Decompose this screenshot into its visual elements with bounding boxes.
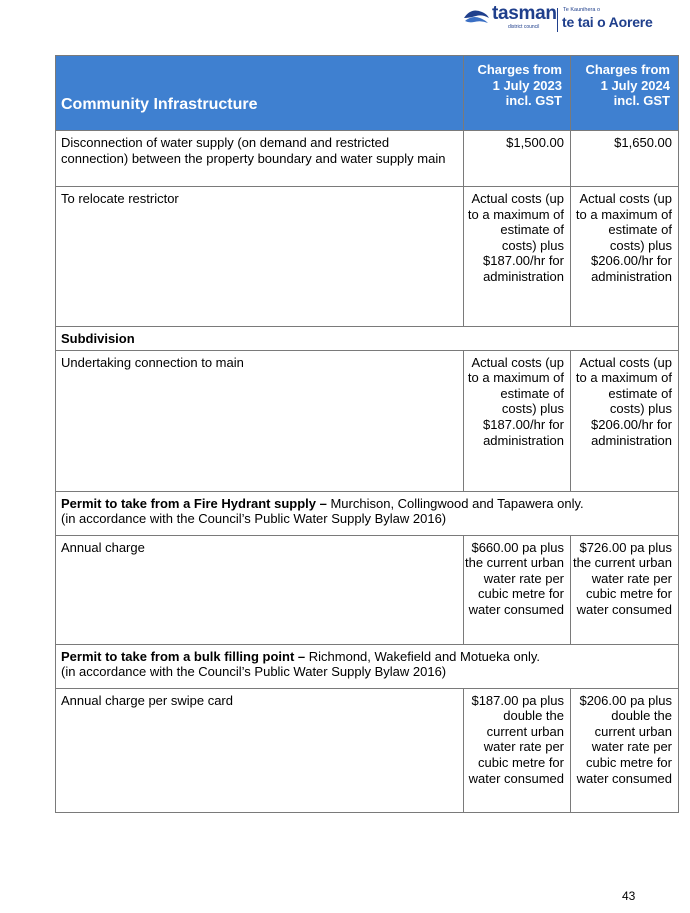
row-description: Disconnection of water supply (on demand and restricted connection) between the property boundary and water supply main bbox=[56, 131, 464, 187]
header-row bbox=[56, 56, 679, 131]
logo-maori-name: te tai o Aorere bbox=[562, 14, 653, 30]
table-row bbox=[56, 535, 679, 644]
row-description: Undertaking connection to main bbox=[56, 350, 464, 491]
header-charges-2024: Charges from 1 July 2024 incl. GST bbox=[571, 56, 679, 131]
logo-name: tasman bbox=[492, 3, 557, 24]
row-description: Annual charge per swipe card bbox=[56, 688, 464, 812]
section-row bbox=[56, 327, 679, 351]
section-note: (in accordance with the Council’s Public Water Supply Bylaw 2016) bbox=[61, 664, 447, 680]
section-heading bbox=[56, 491, 679, 535]
table-row bbox=[56, 350, 679, 491]
header-charges-2023: Charges from 1 July 2023 incl. GST bbox=[464, 56, 571, 131]
row-charge-2024: Actual costs (up to a maximum of estimate of costs) plus $206.00/hr for administration bbox=[571, 350, 679, 491]
row-charge-2023: $187.00 pa plus double the current urban water rate per cubic metre for water consumed bbox=[464, 688, 571, 812]
table-row bbox=[56, 131, 679, 187]
page-number: 43 bbox=[622, 889, 636, 903]
section-row bbox=[56, 491, 679, 535]
section-heading bbox=[56, 327, 679, 351]
table-row bbox=[56, 688, 679, 812]
table-title: Community Infrastructure bbox=[56, 56, 464, 131]
row-charge-2023: Actual costs (up to a maximum of estimate of costs) plus $187.00/hr for administration bbox=[464, 350, 571, 491]
row-charge-2024: $726.00 pa plus the current urban water rate per cubic metre for water consumed bbox=[571, 535, 679, 644]
row-charge-2024: $1,650.00 bbox=[571, 131, 679, 187]
section-note: (in accordance with the Council’s Public Water Supply Bylaw 2016) bbox=[61, 511, 447, 527]
row-charge-2024: $206.00 pa plus double the current urban water rate per cubic metre for water consumed bbox=[571, 688, 679, 812]
council-logo bbox=[462, 4, 662, 34]
section-row bbox=[56, 644, 679, 688]
section-subtitle: Richmond, Wakefield and Motueka only. bbox=[305, 648, 540, 664]
logo-subname: district council bbox=[508, 24, 540, 30]
row-description: Annual charge bbox=[56, 535, 464, 644]
section-heading bbox=[56, 644, 679, 688]
charges-table bbox=[55, 55, 679, 813]
section-subtitle: Murchison, Collingwood and Tapawera only. bbox=[326, 495, 584, 511]
logo-maori-small: Te Kaunihera o bbox=[563, 7, 600, 13]
section-title: Permit to take from a bulk filling point – bbox=[61, 648, 306, 664]
row-charge-2023: $1,500.00 bbox=[464, 131, 571, 187]
row-charge-2024: Actual costs (up to a maximum of estimate of costs) plus $206.00/hr for administration bbox=[571, 187, 679, 327]
section-title: Subdivision bbox=[61, 331, 135, 346]
row-charge-2023: $660.00 pa plus the current urban water rate per cubic metre for water consumed bbox=[464, 535, 571, 644]
row-description: To relocate restrictor bbox=[56, 187, 464, 327]
waves-icon bbox=[462, 6, 490, 28]
table-row bbox=[56, 187, 679, 327]
section-title: Permit to take from a Fire Hydrant supply – bbox=[61, 495, 327, 511]
logo-divider bbox=[557, 8, 558, 32]
row-charge-2023: Actual costs (up to a maximum of estimate of costs) plus $187.00/hr for administration bbox=[464, 187, 571, 327]
